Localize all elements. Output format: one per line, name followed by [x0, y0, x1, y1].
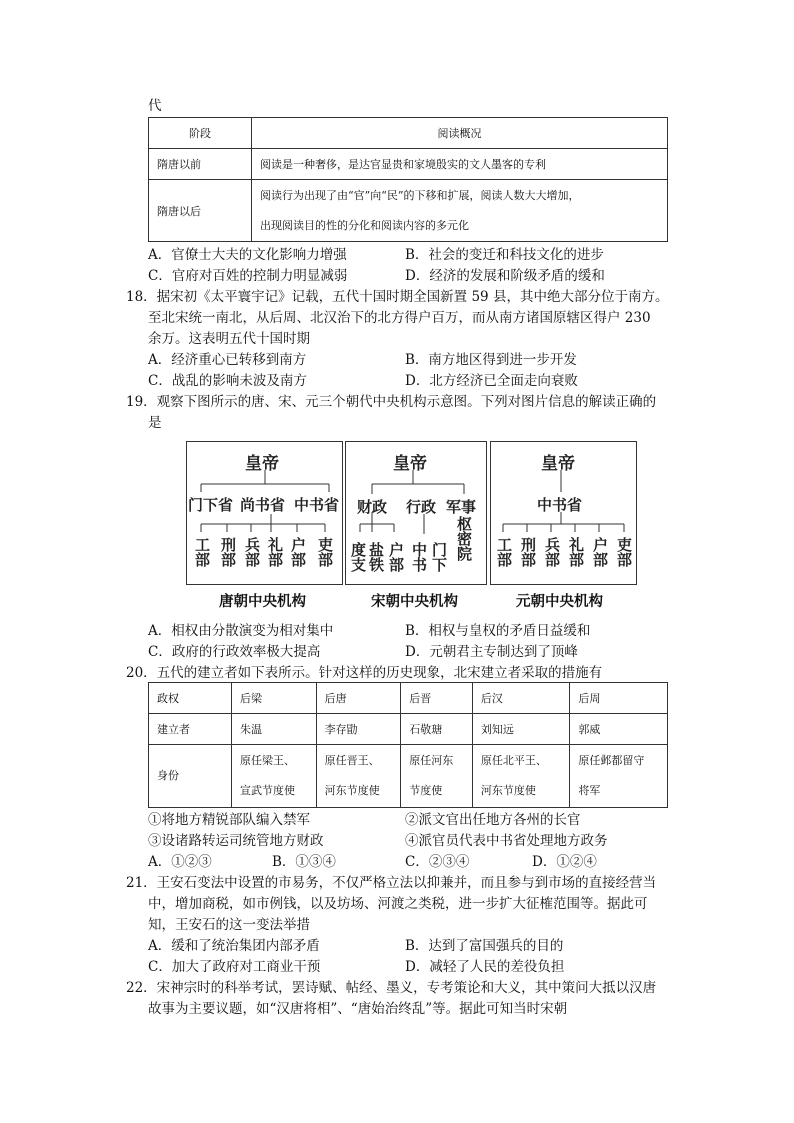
tang-dept: 工部 [193, 537, 211, 567]
song-military: 军事 [446, 498, 477, 516]
song-sub-office: 度支 [349, 542, 367, 572]
option-a: A．缓和了统治集团内部矛盾 [148, 938, 320, 954]
table-cell: 后周 [570, 683, 668, 714]
q20-item: ④派官员代表中书省处理地方政务 [405, 833, 608, 849]
table-cell-line: 原任河东 [409, 754, 454, 767]
table-cell: 建立者 [149, 714, 232, 745]
option-b: B．①③④ [272, 854, 336, 870]
option-c: C．战乱的影响未波及南方 [148, 373, 307, 389]
table-cell-line: 阅读行为出现了由“官”向“民”的下移和扩展，阅读人数大大增加， [260, 188, 580, 202]
option-d: D．①②④ [532, 854, 597, 870]
yuan-dept: 刑部 [519, 537, 537, 567]
q21-stem-line: 知，王安石的这一变法举措 [148, 917, 310, 933]
table-cell-line: 出现阅读目的性的分化和阅读内容的多元化 [260, 218, 469, 232]
q22-stem-line: 故事为主要议题，如“汉唐将相”、“唐始治终乱”等。据此可知当时宋朝 [148, 1001, 568, 1017]
table-cell-line: 原任邺都留守 [578, 754, 645, 767]
table-cell: 后汉 [472, 683, 570, 714]
q20-item: ③设诸路转运司统管地方财政 [148, 833, 324, 849]
table-cell: 石敬瑭 [401, 714, 473, 745]
song-finance: 财政 [357, 498, 388, 516]
table-cell-stage: 隋唐以后 [149, 180, 252, 242]
option-c: C．政府的行政效率极大提高 [148, 644, 321, 660]
option-d: D．经济的发展和阶级矛盾的缓和 [405, 268, 605, 284]
song-sub-office: 户部 [387, 542, 405, 572]
tang-dept: 刑部 [219, 537, 237, 567]
table-cell [316, 745, 401, 808]
yuan-dept: 工部 [495, 537, 513, 567]
song-miyuan: 枢密院 [455, 516, 473, 561]
table-cell-line: 将军 [578, 784, 601, 797]
table-header-cell: 阅读概况 [252, 118, 668, 149]
option-b: B．社会的变迁和科技文化的进步 [405, 247, 604, 263]
five-dynasties-table [148, 682, 668, 808]
song-admin: 行政 [406, 498, 437, 516]
song-sub-office: 盐铁 [367, 542, 385, 572]
prev-question-tail: 代 [148, 98, 162, 114]
table-cell [472, 745, 570, 808]
option-c: C．②③④ [405, 854, 470, 870]
table-cell: 后晋 [401, 683, 473, 714]
q19-stem-line: 19．观察下图所示的唐、宋、元三个朝代中央机构示意图。下列对图片信息的解读正确的 [126, 394, 657, 410]
option-b: B．南方地区得到进一步开发 [405, 352, 577, 368]
yuan-dept: 户部 [591, 537, 609, 567]
table-cell-line: 宣武节度使 [240, 784, 295, 797]
option-b: B．相权与皇权的矛盾日益缓和 [405, 623, 591, 639]
q18-stem-line: 至北宋统一南北，从后周、北汉治下的北方得户百万，而从南方诸国原辖区得户 230 [148, 310, 651, 326]
reading-table [148, 117, 668, 242]
table-cell [570, 745, 668, 808]
tang-dept: 吏部 [316, 537, 334, 567]
tang-dept: 户部 [289, 537, 307, 567]
option-a: A．①②③ [148, 854, 212, 870]
tang-emperor: 皇帝 [245, 454, 279, 474]
option-a: A．相权由分散演变为相对集中 [148, 623, 334, 639]
yuan-dept: 兵部 [543, 537, 561, 567]
table-cell: 身份 [149, 745, 232, 808]
q22-stem-line: 22．宋神宗时的科举考试，罢诗赋、帖经、墨义，专考策论和大义，其中策问大抵以汉唐 [126, 980, 657, 996]
table-header-cell: 阶段 [149, 118, 252, 149]
table-cell-line: 原任梁王、 [240, 754, 295, 767]
option-d: D．减轻了人民的差役负担 [405, 959, 565, 975]
option-c: C．官府对百姓的控制力明显减弱 [148, 268, 348, 284]
yuan-dept: 礼部 [567, 537, 585, 567]
option-b: B．达到了富国强兵的目的 [405, 938, 564, 954]
tang-dept: 兵部 [243, 537, 261, 567]
table-cell: 郭威 [570, 714, 668, 745]
table-cell-line: 原任晋王、 [324, 754, 380, 767]
q18-stem-line: 18．据宋初《太平寰宇记》记载，五代十国时期全国新置 59 县，其中绝大部分位于南方。 [126, 289, 669, 305]
song-sub-office: 中书 [410, 542, 428, 572]
tang-dept: 礼部 [266, 537, 284, 567]
table-cell-line: 河东节度使 [324, 784, 380, 797]
q21-stem-line: 中，增加商税，如市例钱，以及坊场、河渡之类税，进一步扩大征榷范围等。据此可 [148, 896, 648, 912]
table-cell: 刘知远 [472, 714, 570, 745]
option-c: C．加大了政府对工商业干预 [148, 959, 321, 975]
tang-shangshu: 尚书省 [240, 496, 286, 514]
tang-caption: 唐朝中央机构 [219, 594, 306, 610]
option-d: D．北方经济已全面走向衰败 [405, 373, 578, 389]
table-cell [401, 745, 473, 808]
option-a: A．经济重心已转移到南方 [148, 352, 307, 368]
q21-stem-line: 21．王安石变法中设置的市易务，不仅严格立法以抑兼并，而且参与到市场的直接经营当 [126, 875, 657, 891]
song-caption: 宋朝中央机构 [371, 594, 458, 610]
table-cell-line: 节度使 [409, 784, 443, 797]
table-cell-stage: 隋唐以前 [149, 149, 252, 180]
song-emperor: 皇帝 [393, 454, 427, 474]
table-cell-line: 河东节度使 [480, 784, 536, 797]
table-cell: 后唐 [316, 683, 401, 714]
yuan-emperor: 皇帝 [541, 454, 575, 474]
table-cell-line: 原任北平王、 [480, 754, 547, 767]
yuan-caption: 元朝中央机构 [516, 594, 603, 610]
table-cell: 李存勖 [316, 714, 401, 745]
tang-zhongshu: 中书省 [294, 496, 340, 514]
table-cell: 朱温 [232, 714, 317, 745]
option-a: A．官僚士大夫的文化影响力增强 [148, 247, 347, 263]
table-cell-desc [252, 180, 668, 242]
table-cell [232, 745, 317, 808]
q19-stem-line: 是 [148, 415, 162, 431]
q20-stem-line: 20．五代的建立者如下表所示。针对这样的历史现象，北宋建立者采取的措施有 [126, 665, 603, 681]
option-d: D．元朝君主专制达到了顶峰 [405, 644, 578, 660]
song-sub-office: 门下 [430, 542, 448, 572]
tang-menxia: 门下省 [188, 496, 234, 514]
yuan-dept: 吏部 [615, 537, 633, 567]
q18-stem-line: 余万。这表明五代十国时期 [148, 331, 310, 347]
q20-item: ②派文官出任地方各州的长官 [405, 812, 581, 828]
table-cell-desc: 阅读是一种奢侈，是达官显贵和家境殷实的文人墨客的专利 [252, 149, 668, 180]
yuan-zhongshu: 中书省 [537, 496, 583, 514]
q20-item: ①将地方精锐部队编入禁军 [148, 812, 310, 828]
yuan-diagram [490, 441, 637, 585]
song-diagram [345, 441, 487, 585]
tang-diagram [186, 441, 343, 585]
table-cell: 后梁 [232, 683, 317, 714]
table-cell: 政权 [149, 683, 232, 714]
